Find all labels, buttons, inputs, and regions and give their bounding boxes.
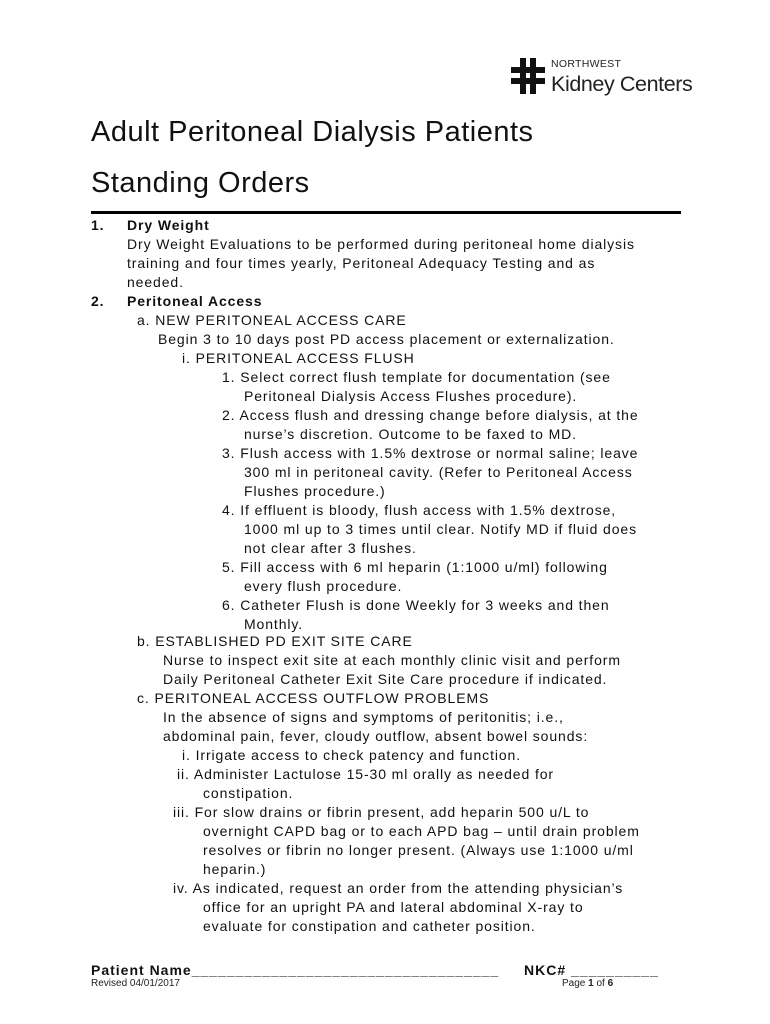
section-number: 2. [91, 293, 105, 309]
list-item: iii. For slow drains or fibrin present, add heparin 500 u/L to [173, 804, 590, 820]
logo-name-text: Kidney Centers [551, 72, 693, 96]
subsection-label: c. PERITONEAL ACCESS OUTFLOW PROBLEMS [137, 690, 490, 706]
list-item: constipation. [203, 785, 294, 801]
text-line: training and four times yearly, Peritoneal Adequacy Testing and as [127, 255, 596, 271]
title-divider [91, 211, 681, 214]
kidney-centers-logo-icon [511, 58, 545, 94]
page-number: 1 [588, 978, 594, 989]
section-number: 1. [91, 217, 105, 233]
list-item: ii. Administer Lactulose 15-30 ml orally as needed for [177, 766, 554, 782]
list-item: resolves or fibrin no longer present. (Always use 1:1000 u/ml [203, 842, 634, 858]
page-of: of [593, 978, 608, 989]
list-item: Peritoneal Dialysis Access Flushes procedure). [244, 388, 578, 404]
list-item: office for an upright PA and lateral abdominal X-ray to [203, 899, 584, 915]
list-item: 300 ml in peritoneal cavity. (Refer to Peritoneal Access [244, 464, 633, 480]
text-line: abdominal pain, fever, cloudy outflow, absent bowel sounds: [163, 728, 589, 744]
list-item: nurse’s discretion. Outcome to be faxed to MD. [244, 426, 577, 442]
list-item: overnight CAPD bag or to each APD bag – until drain problem [203, 823, 640, 839]
section-heading: Dry Weight [127, 217, 210, 233]
text-line: In the absence of signs and symptoms of peritonitis; i.e., [163, 709, 564, 725]
list-item: heparin.) [203, 861, 267, 877]
list-item: evaluate for constipation and catheter position. [203, 918, 536, 934]
list-item: Flushes procedure.) [244, 483, 386, 499]
list-item: Monthly. [244, 616, 304, 632]
document-title-line1: Adult Peritoneal Dialysis Patients [91, 116, 534, 148]
page-prefix: Page [562, 978, 589, 989]
text-line: Begin 3 to 10 days post PD access placement or externalization. [158, 331, 615, 347]
page-indicator [562, 978, 613, 989]
text-line: Dry Weight Evaluations to be performed during peritoneal home dialysis [127, 236, 635, 252]
page-total: 6 [607, 978, 614, 989]
list-item: every flush procedure. [244, 578, 403, 594]
nkc-logo [511, 55, 701, 99]
subsection-label: i. PERITONEAL ACCESS FLUSH [182, 350, 415, 366]
list-item: 1000 ml up to 3 times until clear. Notify MD if fluid does [244, 521, 638, 537]
revised-date: Revised 04/01/2017 [91, 978, 180, 989]
logo-northwest-text: NORTHWEST [551, 58, 622, 70]
text-line: needed. [127, 274, 184, 290]
subsection-label: b. ESTABLISHED PD EXIT SITE CARE [137, 633, 413, 649]
list-item: 2. Access flush and dressing change before dialysis, at the [222, 407, 639, 423]
document-title-line2: Standing Orders [91, 167, 310, 199]
patient-name-field: Patient Name___________________________________ [91, 962, 500, 978]
text-line: Daily Peritoneal Catheter Exit Site Care procedure if indicated. [163, 671, 608, 687]
list-item: 4. If effluent is bloody, flush access with 1.5% dextrose, [222, 502, 617, 518]
list-item: 1. Select correct flush template for documentation (see [222, 369, 611, 385]
list-item: 5. Fill access with 6 ml heparin (1:1000 u/ml) following [222, 559, 608, 575]
section-heading: Peritoneal Access [127, 293, 263, 309]
text-line: Nurse to inspect exit site at each monthly clinic visit and perform [163, 652, 621, 668]
list-item: not clear after 3 flushes. [244, 540, 417, 556]
list-item: i. Irrigate access to check patency and function. [182, 747, 522, 763]
list-item: 6. Catheter Flush is done Weekly for 3 weeks and then [222, 597, 610, 613]
subsection-label: a. NEW PERITONEAL ACCESS CARE [137, 312, 407, 328]
nkc-number-field: NKC# __________ [524, 962, 659, 978]
list-item: 3. Flush access with 1.5% dextrose or normal saline; leave [222, 445, 639, 461]
list-item: iv. As indicated, request an order from the attending physician’s [173, 880, 624, 896]
